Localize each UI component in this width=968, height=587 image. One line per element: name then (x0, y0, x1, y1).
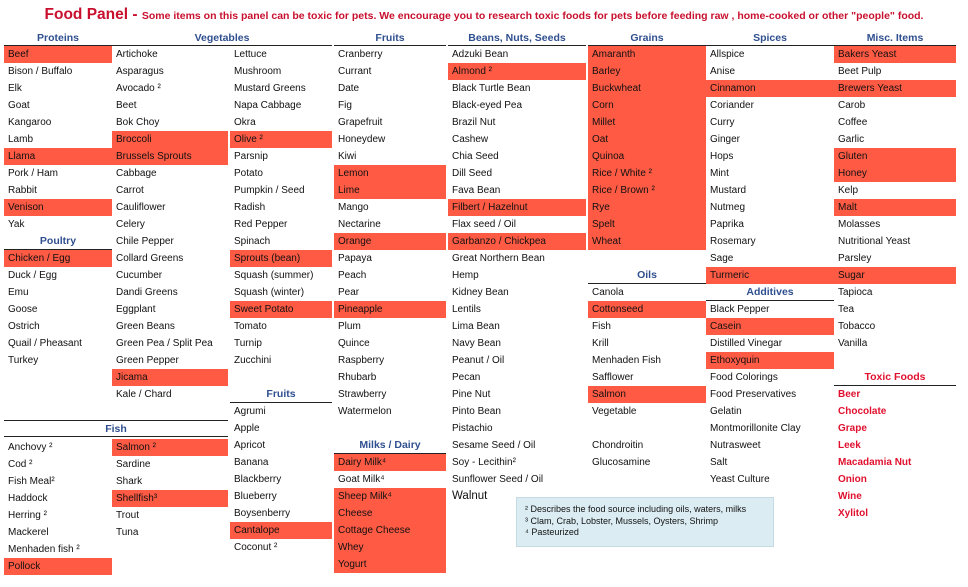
food-item-celery: Celery (116, 219, 145, 230)
section-header-toxic-foods: Toxic Foods (834, 369, 956, 386)
section-header-oils: Oils (588, 267, 706, 284)
food-item-green-pepper: Green Pepper (116, 355, 179, 366)
food-item-coffee: Coffee (838, 117, 868, 128)
food-item-cheese: Cheese (334, 505, 446, 522)
column-header (230, 31, 332, 46)
food-item-chondroitin: Chondroitin (592, 440, 644, 451)
food-item-mushroom: Mushroom (234, 66, 282, 77)
spacer (834, 352, 956, 369)
food-item-black-eyed-pea: Black-eyed Pea (452, 100, 523, 111)
food-item-wheat: Wheat (588, 233, 706, 250)
food-item-cauliflower: Cauliflower (116, 202, 166, 213)
food-item-navy-bean: Navy Bean (452, 338, 501, 349)
food-item-hops: Hops (710, 151, 734, 162)
food-item-strawberry: Strawberry (338, 389, 387, 400)
column-header-proteins: Proteins (4, 31, 112, 46)
food-item-grapefruit: Grapefruit (338, 117, 383, 128)
food-item-turnip: Turnip (234, 338, 262, 349)
food-item-dairy-milk: Dairy Milk⁴ (334, 454, 446, 471)
column-header-fruits: Fruits (334, 31, 446, 46)
food-item-salt: Salt (710, 457, 728, 468)
food-item-ethoxyquin: Ethoxyquin (706, 352, 834, 369)
food-item-jicama: Jicama (112, 369, 228, 386)
food-item-llama: Llama (4, 148, 112, 165)
food-item-chia-seed: Chia Seed (452, 151, 499, 162)
section-header-poultry: Poultry (4, 233, 112, 250)
food-item-kidney-bean: Kidney Bean (452, 287, 509, 298)
food-item-pine-nut: Pine Nut (452, 389, 491, 400)
food-item-millet: Millet (588, 114, 706, 131)
column-header-vegetables: Vegetables (112, 31, 332, 46)
food-item-brazil-nut: Brazil Nut (452, 117, 496, 128)
food-item-xylitol: Xylitol (838, 508, 869, 519)
food-item-cucumber: Cucumber (116, 270, 163, 281)
food-item-napa-cabbage: Napa Cabbage (234, 100, 302, 111)
food-item-eggplant: Eggplant (116, 304, 156, 315)
food-column (588, 31, 706, 471)
food-item-honey: Honey (834, 165, 956, 182)
food-item-pumpkin-seed: Pumpkin / Seed (234, 185, 305, 196)
food-item-okra: Okra (234, 117, 256, 128)
spacer (588, 420, 706, 437)
food-item-rice-brown: Rice / Brown ² (588, 182, 706, 199)
food-item-pear: Pear (338, 287, 360, 298)
food-item-cinnamon: Cinnamon (706, 80, 834, 97)
food-column (834, 31, 956, 522)
food-item-papaya: Papaya (338, 253, 372, 264)
food-item-pineapple: Pineapple (334, 301, 446, 318)
food-item-raspberry: Raspberry (338, 355, 385, 366)
food-item-tobacco: Tobacco (838, 321, 876, 332)
food-item-garbanzo-chickpea: Garbanzo / Chickpea (448, 233, 586, 250)
food-item-haddock: Haddock (8, 493, 48, 504)
column-header-misc-items: Misc. Items (834, 31, 956, 46)
food-item-shellfish: Shellfish³ (112, 490, 228, 507)
food-item-nutrasweet: Nutrasweet (710, 440, 761, 451)
food-column (448, 31, 586, 505)
food-item-pistachio: Pistachio (452, 423, 493, 434)
food-item-emu: Emu (8, 287, 29, 298)
section-header-fish: Fish (4, 420, 228, 437)
food-item-curry: Curry (710, 117, 735, 128)
food-item-plum: Plum (338, 321, 361, 332)
food-item-green-pea-split-pea: Green Pea / Split Pea (116, 338, 213, 349)
food-item-carrot: Carrot (116, 185, 144, 196)
food-item-rhubarb: Rhubarb (338, 372, 377, 383)
food-item-kangaroo: Kangaroo (8, 117, 52, 128)
food-item-mackerel: Mackerel (8, 527, 49, 538)
food-item-zucchini: Zucchini (234, 355, 272, 366)
food-item-paprika: Paprika (710, 219, 744, 230)
spacer (4, 403, 112, 420)
food-item-lentils: Lentils (452, 304, 481, 315)
food-item-tapioca: Tapioca (838, 287, 873, 298)
food-item-yak: Yak (8, 219, 25, 230)
food-item-canola: Canola (592, 287, 624, 298)
food-item-molasses: Molasses (838, 219, 881, 230)
food-item-garlic: Garlic (838, 134, 865, 145)
food-column (4, 31, 112, 420)
food-item-tomato: Tomato (234, 321, 267, 332)
food-item-spelt: Spelt (588, 216, 706, 233)
food-item-yeast-culture: Yeast Culture (710, 474, 770, 485)
food-item-menhaden-fish: Menhaden fish ² (8, 544, 80, 555)
food-item-beet-pulp: Beet Pulp (838, 66, 882, 77)
food-item-chicken-egg: Chicken / Egg (4, 250, 112, 267)
food-item-sprouts-bean: Sprouts (bean) (230, 250, 332, 267)
food-item-lemon: Lemon (334, 165, 446, 182)
food-item-quince: Quince (338, 338, 370, 349)
spacer (230, 369, 332, 386)
food-item-buckwheat: Buckwheat (588, 80, 706, 97)
food-item-sunflower-seed-oil: Sunflower Seed / Oil (452, 474, 544, 485)
food-item-gelatin: Gelatin (710, 406, 742, 417)
food-item-pinto-bean: Pinto Bean (452, 406, 501, 417)
food-item-montmorillonite-clay: Montmorillonite Clay (710, 423, 801, 434)
food-item-cottage-cheese: Cottage Cheese (334, 522, 446, 539)
food-item-wine: Wine (838, 491, 862, 502)
food-item-apricot: Apricot (234, 440, 266, 451)
food-item-corn: Corn (588, 97, 706, 114)
food-item-nectarine: Nectarine (338, 219, 381, 230)
food-item-fava-bean: Fava Bean (452, 185, 501, 196)
food-item-nutmeg: Nutmeg (710, 202, 746, 213)
food-item-rye: Rye (588, 199, 706, 216)
food-item-oat: Oat (588, 131, 706, 148)
food-item-boysenberry: Boysenberry (234, 508, 291, 519)
food-item-salmon: Salmon (588, 386, 706, 403)
food-item-food-colorings: Food Colorings (710, 372, 778, 383)
food-item-apple: Apple (234, 423, 260, 434)
food-item-ginger: Ginger (710, 134, 741, 145)
food-item-sesame-seed-oil: Sesame Seed / Oil (452, 440, 536, 451)
food-column (334, 31, 446, 573)
food-item-trout: Trout (116, 510, 139, 521)
food-item-bakers-yeast: Bakers Yeast (834, 46, 956, 63)
food-item-olive: Olive ² (230, 131, 332, 148)
food-item-peach: Peach (338, 270, 367, 281)
food-item-lima-bean: Lima Bean (452, 321, 500, 332)
food-item-orange: Orange (334, 233, 446, 250)
food-item-radish: Radish (234, 202, 266, 213)
food-item-honeydew: Honeydew (338, 134, 386, 145)
food-item-rice-white: Rice / White ² (588, 165, 706, 182)
food-item-bok-choy: Bok Choy (116, 117, 160, 128)
food-item-turkey: Turkey (8, 355, 39, 366)
fish-column-right (112, 439, 228, 541)
food-item-herring: Herring ² (8, 510, 47, 521)
food-item-date: Date (338, 83, 360, 94)
section-header-fruits: Fruits (230, 386, 332, 403)
food-item-malt: Malt (834, 199, 956, 216)
food-item-cashew: Cashew (452, 134, 489, 145)
spacer (334, 420, 446, 437)
food-item-blueberry: Blueberry (234, 491, 277, 502)
food-item-pecan: Pecan (452, 372, 481, 383)
food-item-sweet-potato: Sweet Potato (230, 301, 332, 318)
spacer (4, 369, 112, 386)
food-item-barley: Barley (588, 63, 706, 80)
food-item-peanut-oil: Peanut / Oil (452, 355, 505, 366)
food-item-lime: Lime (334, 182, 446, 199)
food-item-food-preservatives: Food Preservatives (710, 389, 797, 400)
footnote-box (516, 497, 774, 547)
food-item-mustard-greens: Mustard Greens (234, 83, 306, 94)
food-item-gluten: Gluten (834, 148, 956, 165)
page-title (0, 6, 968, 24)
food-item-agrumi: Agrumi (234, 406, 266, 417)
food-item-great-northern-bean: Great Northern Bean (452, 253, 545, 264)
food-item-red-pepper: Red Pepper (234, 219, 288, 230)
food-item-chocolate: Chocolate (838, 406, 887, 417)
food-item-fig: Fig (338, 100, 352, 111)
spacer (4, 386, 112, 403)
food-item-rabbit: Rabbit (8, 185, 37, 196)
food-item-beer: Beer (838, 389, 861, 400)
food-item-green-beans: Green Beans (116, 321, 175, 332)
food-item-safflower: Safflower (592, 372, 634, 383)
food-item-cottonseed: Cottonseed (588, 301, 706, 318)
food-item-walnut: Walnut (452, 490, 488, 502)
food-item-bison-buffalo: Bison / Buffalo (8, 66, 73, 77)
food-item-sugar: Sugar (834, 267, 956, 284)
food-item-currant: Currant (338, 66, 372, 77)
food-item-mustard: Mustard (710, 185, 747, 196)
food-item-anise: Anise (710, 66, 736, 77)
food-item-lamb: Lamb (8, 134, 34, 145)
food-item-allspice: Allspice (710, 49, 745, 60)
food-item-filbert-hazelnut: Filbert / Hazelnut (448, 199, 586, 216)
food-item-anchovy: Anchovy ² (8, 442, 53, 453)
footnote-4: ⁴ Pasteurized (525, 527, 579, 537)
food-item-adzuki-bean: Adzuki Bean (452, 49, 509, 60)
food-column (706, 31, 834, 488)
food-item-hemp: Hemp (452, 270, 479, 281)
food-item-nutritional-yeast: Nutritional Yeast (838, 236, 911, 247)
food-item-collard-greens: Collard Greens (116, 253, 184, 264)
food-item-spinach: Spinach (234, 236, 271, 247)
food-item-yogurt: Yogurt (334, 556, 446, 573)
food-item-whey: Whey (334, 539, 446, 556)
food-item-dandi-greens: Dandi Greens (116, 287, 178, 298)
food-item-lettuce: Lettuce (234, 49, 267, 60)
food-item-beet: Beet (116, 100, 137, 111)
section-header-milks-dairy: Milks / Dairy (334, 437, 446, 454)
fish-column-left (4, 439, 112, 575)
section-header-additives: Additives (706, 284, 834, 301)
food-item-venison: Venison (4, 199, 112, 216)
column-header-spices: Spices (706, 31, 834, 46)
title-sub: Some items on this panel can be toxic for pets. We encourage you to research toxic foods for pets before feeding raw , home-cooked or other "people" food. (141, 10, 924, 22)
spacer (588, 250, 706, 267)
food-item-beef: Beef (4, 46, 112, 63)
food-item-parsnip: Parsnip (234, 151, 268, 162)
food-item-krill: Krill (592, 338, 609, 349)
food-item-onion: Onion (838, 474, 867, 485)
food-item-rosemary: Rosemary (710, 236, 756, 247)
food-item-tuna: Tuna (116, 527, 139, 538)
food-item-vegetable: Vegetable (592, 406, 637, 417)
food-item-coriander: Coriander (710, 100, 754, 111)
food-item-parsley: Parsley (838, 253, 872, 264)
food-item-menhaden-fish: Menhaden Fish (592, 355, 661, 366)
food-item-turmeric: Turmeric (706, 267, 834, 284)
food-item-amaranth: Amaranth (588, 46, 706, 63)
food-item-broccoli: Broccoli (112, 131, 228, 148)
food-item-macadamia-nut: Macadamia Nut (838, 457, 912, 468)
food-item-pork-ham: Pork / Ham (8, 168, 59, 179)
food-item-sage: Sage (710, 253, 734, 264)
food-item-glucosamine: Glucosamine (592, 457, 651, 468)
food-item-ostrich: Ostrich (8, 321, 40, 332)
food-item-quinoa: Quinoa (588, 148, 706, 165)
food-item-watermelon: Watermelon (338, 406, 392, 417)
food-item-black-pepper: Black Pepper (710, 304, 770, 315)
food-item-avocado: Avocado ² (116, 83, 161, 94)
food-item-asparagus: Asparagus (116, 66, 164, 77)
food-item-goat: Goat (8, 100, 30, 111)
food-item-coconut: Coconut ² (234, 542, 278, 553)
food-item-kelp: Kelp (838, 185, 859, 196)
food-item-soy-lecithin: Soy - Lecithin² (452, 457, 516, 468)
food-item-mango: Mango (338, 202, 369, 213)
footnote-2: ² Describes the food source including oils, waters, milks (525, 504, 747, 514)
food-item-kale-chard: Kale / Chard (116, 389, 172, 400)
food-item-tea: Tea (838, 304, 855, 315)
food-item-banana: Banana (234, 457, 269, 468)
food-item-sardine: Sardine (116, 459, 151, 470)
food-item-goat-milk: Goat Milk⁴ (338, 474, 385, 485)
food-item-potato: Potato (234, 168, 263, 179)
food-item-flax-seed-oil: Flax seed / Oil (452, 219, 516, 230)
food-item-salmon: Salmon ² (112, 439, 228, 456)
food-item-goose: Goose (8, 304, 38, 315)
food-item-blackberry: Blackberry (234, 474, 282, 485)
column-header-beans-nuts-seeds: Beans, Nuts, Seeds (448, 31, 586, 46)
food-item-squash-winter: Squash (winter) (234, 287, 305, 298)
column-header-grains: Grains (588, 31, 706, 46)
food-item-dill-seed: Dill Seed (452, 168, 493, 179)
food-item-elk: Elk (8, 83, 22, 94)
food-item-cranberry: Cranberry (338, 49, 383, 60)
food-item-carob: Carob (838, 100, 866, 111)
food-item-cod: Cod ² (8, 459, 33, 470)
food-item-brussels-sprouts: Brussels Sprouts (112, 148, 228, 165)
food-item-fish: Fish (592, 321, 611, 332)
food-item-vanilla: Vanilla (838, 338, 868, 349)
food-item-mint: Mint (710, 168, 729, 179)
food-item-shark: Shark (116, 476, 143, 487)
food-item-sheep-milk: Sheep Milk⁴ (334, 488, 446, 505)
food-item-distilled-vinegar: Distilled Vinegar (710, 338, 783, 349)
food-item-fish-meal: Fish Meal² (8, 476, 55, 487)
footnote-3: ³ Clam, Crab, Lobster, Mussels, Oysters, Shrimp (525, 515, 719, 526)
food-item-brewers-yeast: Brewers Yeast (834, 80, 956, 97)
food-item-cabbage: Cabbage (116, 168, 157, 179)
food-item-black-turtle-bean: Black Turtle Bean (452, 83, 531, 94)
food-item-quail-pheasant: Quail / Pheasant (8, 338, 82, 349)
food-item-grape: Grape (838, 423, 867, 434)
food-item-pollock: Pollock (4, 558, 112, 575)
food-item-chile-pepper: Chile Pepper (116, 236, 174, 247)
food-item-cantalope: Cantalope (230, 522, 332, 539)
food-item-kiwi: Kiwi (338, 151, 357, 162)
food-item-almond: Almond ² (448, 63, 586, 80)
food-item-leek: Leek (838, 440, 861, 451)
food-item-squash-summer: Squash (summer) (234, 270, 314, 281)
food-item-artichoke: Artichoke (116, 49, 158, 60)
food-item-duck-egg: Duck / Egg (8, 270, 57, 281)
food-item-casein: Casein (706, 318, 834, 335)
food-column (230, 31, 332, 556)
title-main: Food Panel - (44, 6, 142, 23)
